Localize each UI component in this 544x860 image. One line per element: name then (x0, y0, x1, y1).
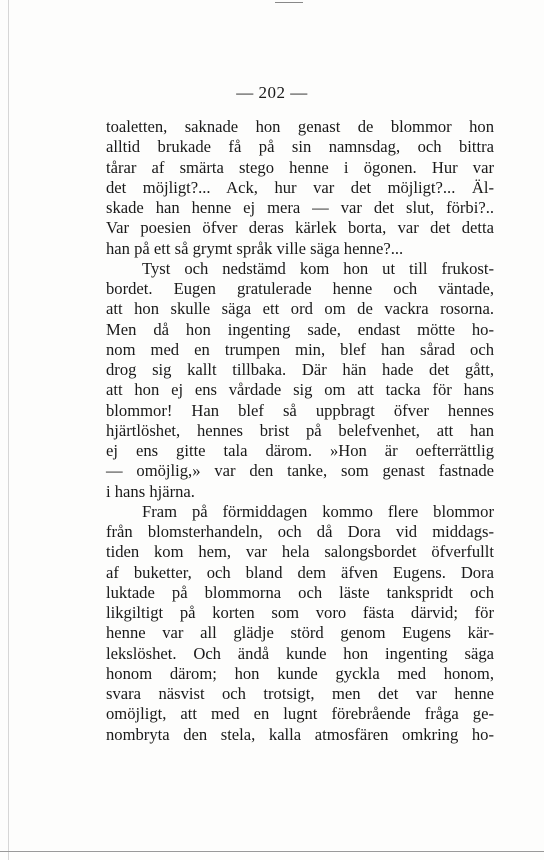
text-line: likgiltigt på korten som voro fästa därvid; för (106, 603, 494, 622)
text-line: i hans hjärna. (106, 481, 195, 501)
text-line: toaletten, saknade hon genast de blommor hon (106, 117, 494, 136)
text-line: skade han henne ej mera — var det slut, förbi?.. (106, 198, 494, 217)
text-line: nom med en trumpen min, blef han sårad och (106, 339, 494, 359)
text-line: svara näsvist och trotsigt, men det var henne (106, 684, 494, 703)
text-line: att hon ej ens vårdade sig om att tacka för hans (106, 380, 494, 400)
text-line: ej ens gitte tala därom. »Hon är oefterrättlig (106, 441, 494, 460)
text-line: alltid brukade få på sin namnsdag, och bittra (106, 137, 494, 157)
text-line: det möjligt?... Ack, hur var det möjligt?... Äl- (106, 177, 494, 197)
text-line: honom därom; hon kunde gyckla med honom, (106, 663, 494, 683)
text-line: tårar af smärta stego henne i ögonen. Hur var (106, 157, 494, 177)
text-line: han på ett så grymt språk ville säga henne?... (106, 238, 404, 258)
text-line: från blomsterhandeln, och då Dora vid middags- (106, 522, 494, 541)
text-line: tiden kom hem, var hela salongsbordet öfverfullt (106, 542, 494, 562)
text-line: henne var all glädje störd genom Eugens kär- (106, 623, 494, 643)
page-left-edge (8, 0, 9, 860)
text-line: Men då hon ingenting sade, endast mötte ho- (106, 319, 494, 339)
text-line: lekslöshet. Och ändå kunde hon ingenting säga (106, 643, 494, 663)
text-line: luktade på blommorna och läste tankspridt och (106, 582, 494, 602)
text-line: Var poesien öfver deras kärlek borta, var det detta (106, 218, 494, 238)
page-number: — 202 — (236, 83, 308, 102)
text-line: omöjligt, att med en lugnt förebrående fråga ge- (106, 704, 494, 724)
text-line: nombryta den stela, kalla atmosfären omkring ho- (106, 724, 494, 744)
text-line: af buketter, och bland dem äfven Eugens. Dora (106, 562, 494, 582)
text-line: — omöjlig,» var den tanke, som genast fastnade (106, 461, 494, 481)
text-line: Fram på förmiddagen kommo flere blommor (142, 501, 494, 521)
text-line: bordet. Eugen gratulerade henne och väntade, (106, 279, 494, 298)
text-line: Tyst och nedstämd kom hon ut till frukost- (142, 258, 494, 278)
text-line: hjärtlöshet, hennes brist på belefvenhet, att han (106, 420, 494, 440)
top-edge-mark (275, 2, 303, 3)
page-bottom-edge (0, 851, 544, 852)
body-text (106, 117, 494, 745)
text-line: blommor! Han blef så uppbragt öfver hennes (106, 400, 494, 420)
text-line: att hon skulle säga ett ord om de vackra rosorna. (106, 299, 494, 319)
text-line: drog sig kallt tillbaka. Där hän hade det gått, (106, 360, 494, 379)
